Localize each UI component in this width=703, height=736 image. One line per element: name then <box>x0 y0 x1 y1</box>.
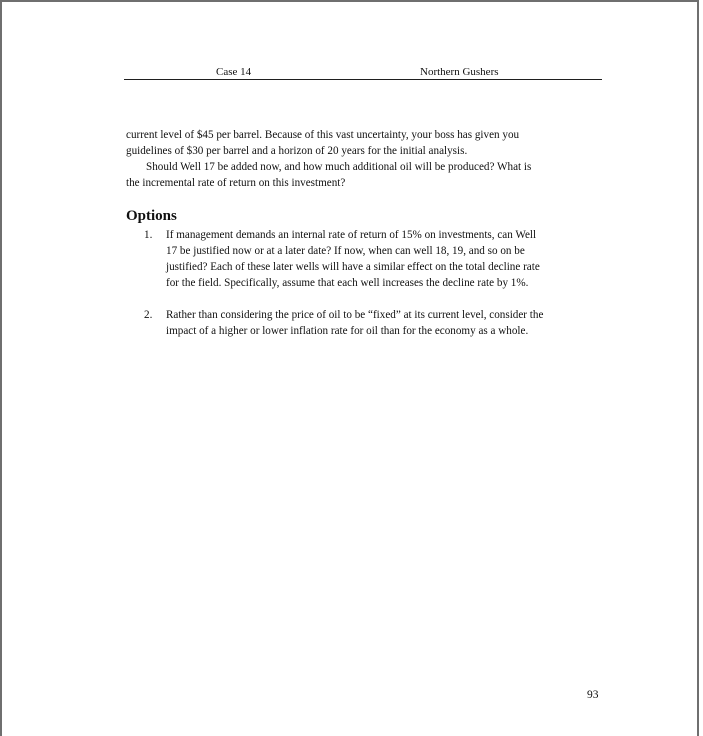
options-heading: Options <box>126 208 177 224</box>
option-number: 1. <box>144 229 153 241</box>
option-line: impact of a higher or lower inflation rate for oil than for the economy as a whole. <box>166 325 529 337</box>
option-item-1 <box>144 227 602 291</box>
option-line: justified? Each of these later wells will have a similar effect on the total decline rate <box>166 261 540 273</box>
option-line: 17 be justified now or at a later date? If now, when can well 18, 19, and so on be <box>166 245 525 257</box>
option-line: If management demands an internal rate of return of 15% on investments, can Well <box>166 229 537 241</box>
option-line: for the field. Specifically, assume that each well increases the decline rate by 1%. <box>166 277 529 289</box>
option-item-2 <box>144 307 602 339</box>
option-text <box>166 307 602 339</box>
intro-paragraph <box>126 127 602 191</box>
case-label: Case 14 <box>216 66 252 78</box>
page-number: 93 <box>587 689 599 701</box>
case-title: Northern Gushers <box>420 66 499 78</box>
intro-line: Should Well 17 be added now, and how much additional oil will be produced? What is <box>146 161 532 173</box>
option-line: Rather than considering the price of oil to be “fixed” at its current level, consider the <box>166 309 544 321</box>
running-header <box>124 64 602 80</box>
option-text <box>166 227 602 291</box>
intro-line: the incremental rate of return on this investment? <box>126 177 346 189</box>
intro-line: current level of $45 per barrel. Because of this vast uncertainty, your boss has given you <box>126 129 520 141</box>
option-number: 2. <box>144 309 153 321</box>
intro-line: guidelines of $30 per barrel and a horizon of 20 years for the initial analysis. <box>126 145 468 157</box>
